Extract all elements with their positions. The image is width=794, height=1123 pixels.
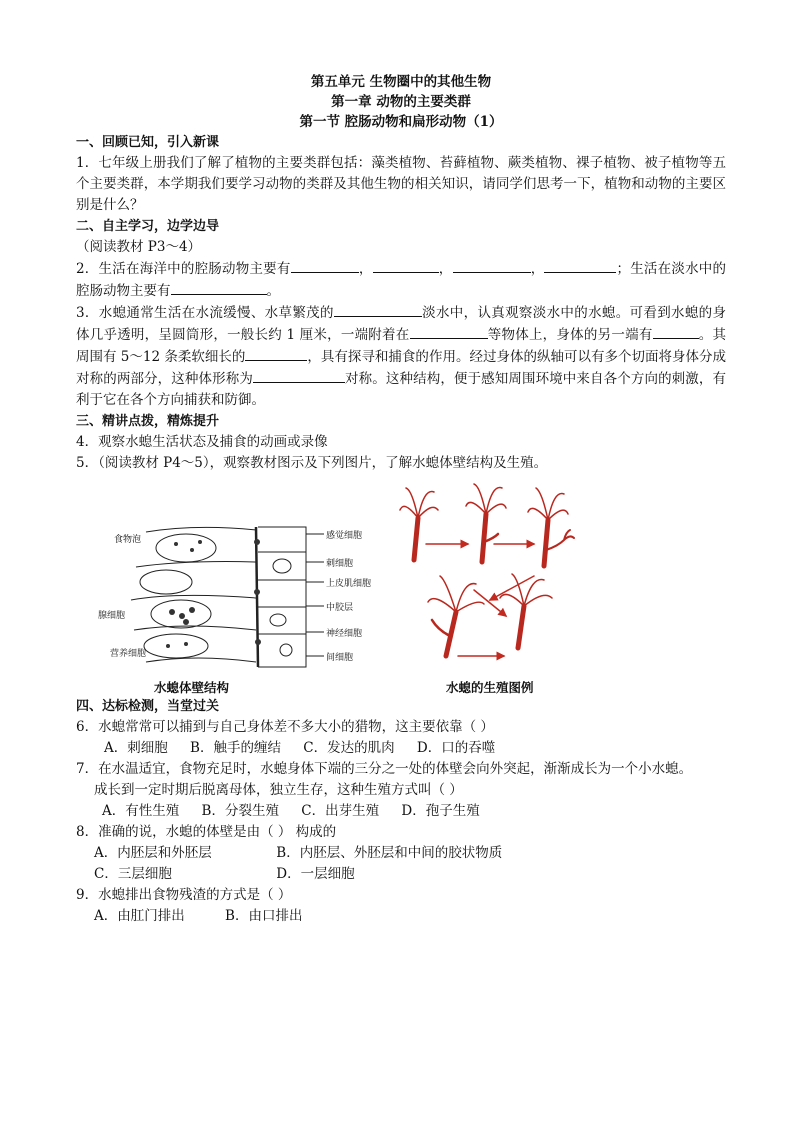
part4-heading: 四、达标检测，当堂过关 [76,699,220,714]
budding-illustration [394,480,584,676]
answer-blank[interactable] [245,346,307,361]
q9-options [76,906,726,927]
stinging-cell [273,559,291,573]
option[interactable]: B．由口排出 [225,908,303,924]
question-1: 1．七年级上册我们了解了植物的主要类群包括：藻类植物、苔藓植物、蕨类植物、裸子植物、被子植物等五个主要类群，本学期我们要学习动物的类群及其他生物的相关知识，请同学们思考一下，植物和动物的主要区别是什么？ [76,155,726,213]
worksheet [76,72,726,927]
granule [184,642,188,646]
label-sensory-cell: 感觉细胞 [326,531,363,541]
part3-heading: 三、精讲点拨，精炼提升 [76,414,220,429]
granule [198,540,202,544]
question-5: 5．（阅读教材 P4～5），观察教材图示及下列图片，了解水螅体壁结构及生殖。 [76,455,548,471]
chapter-title: 第一章 动物的主要类群 [331,94,471,110]
hydra-tentacles [400,488,438,518]
part1-heading: 一、回顾已知，引入新课 [76,135,220,150]
label-interstitial-cell: 间细胞 [326,653,354,663]
answer-blank[interactable] [544,258,616,273]
hydra-body [544,520,548,566]
answer-blank[interactable] [171,280,267,295]
option[interactable]: D．一层细胞 [276,866,355,882]
question-9: 9．水螅排出食物残渣的方式是（ ） [76,887,292,903]
hydra-body [482,514,486,562]
question-2: 2．生活在海洋中的腔肠动物主要有 ， ， ， ；生活在淡水中的腔肠动物主要有 。 [76,258,726,302]
question-7-cont: 成长到一定时期后脱离母体，独立生存，这种生殖方式叫（ ） [94,782,463,798]
nucleus [254,539,260,545]
question-8: 8．准确的说，水螅的体壁是由（ ） 构成的 [76,824,337,840]
q8-options-row1 [76,843,726,864]
unit-title: 第五单元 生物圈中的其他生物 [310,74,492,90]
label-nutritive-cell: 营养细胞 [110,649,147,659]
granule [166,644,170,648]
label-gland-cell: 腺细胞 [98,611,126,621]
hydra-tentacles [528,488,568,520]
part2-heading: 二、自主学习，边学边导 [76,219,220,234]
answer-blank[interactable] [653,324,699,339]
q6-options [76,738,726,759]
granule [174,542,178,546]
option[interactable]: C．三层细胞 [94,866,172,882]
q7-options [76,801,726,822]
answer-blank[interactable] [334,302,422,317]
interstitial-cell [280,644,292,656]
nucleus [255,639,261,645]
caption-body-wall: 水螅体壁结构 [154,680,230,695]
option[interactable]: A．由肛门排出 [94,908,185,924]
granule [190,548,194,552]
cell-outline [146,527,256,532]
label-mesoglea: 中胶层 [326,603,354,613]
question-3: 3．水螅通常生活在水流缓慢、水草繁茂的 淡水中，认真观察淡水中的水螅。可看到水螅的身体几乎透明，呈圆筒形，一般长约 1 厘米，一端附着在 等物体上，身体的另一端有 。其周围有 5～12 条柔软细长的 ，具有探寻和捕食的作用。经过身体的纵轴可以有多个切面将身体分成对称的两部分，这种体形称为 对称。这种结构，便于感知周围环境中来自各个方向的刺激，有利于它在各个方向捕获和防御。 [76,302,726,411]
hydra-tentacles [466,484,506,514]
cell-outline [140,570,192,594]
granule [179,613,185,619]
answer-blank[interactable] [410,324,488,339]
nutritive-cell [144,634,208,658]
question-7: 7．在水温适宜，食物充足时，水螅身体下端的三分之一处的体壁会向外突起，渐渐成长为一个小水螅。 [76,761,693,777]
mesoglea-line [256,527,258,667]
label-food-vacuole: 食物泡 [114,535,142,545]
option[interactable]: B．触手的缠结 [190,740,281,756]
option[interactable]: B．内胚层、外胚层和中间的胶状物质 [276,845,503,861]
label-stinging-cell: 刺细胞 [326,559,354,569]
cell-outline [131,595,256,600]
nucleus [254,589,260,595]
reading-note: （阅读教材 P3～4） [76,239,202,255]
option[interactable]: D．孢子生殖 [401,803,480,819]
hydra-tentacles [428,576,484,612]
option[interactable]: A．有性生殖 [102,803,180,819]
cell-outline [270,614,286,626]
question-4: 4．观察水螅生活状态及捕食的动画或录像 [76,434,328,450]
option[interactable]: C．出芽生殖 [301,803,380,819]
q8-options-row2 [76,864,726,885]
granule [183,619,189,625]
hydra-bud [546,530,574,550]
answer-blank[interactable] [291,258,359,273]
hydra-body [414,518,418,560]
hydra-body [518,606,524,648]
hydra-bud [432,620,450,636]
figures [76,480,726,696]
question-6: 6．水螅常常可以捕到与自己身体差不多大小的猎物，这主要依靠（ ） [76,719,494,735]
food-vacuole-cell [156,534,216,562]
option[interactable]: D．口的吞噬 [416,740,496,756]
answer-blank[interactable] [453,258,531,273]
option[interactable]: A．内胚层和外胚层 [94,845,212,861]
option[interactable]: C．发达的肌肉 [303,740,395,756]
option[interactable]: A．刺细胞 [104,740,168,756]
label-epithelial-muscle-cell: 上皮肌细胞 [326,579,372,589]
granule [189,607,195,613]
cell-outline [136,562,256,567]
granule [169,609,175,615]
section-title: 第一节 腔肠动物和扁形动物（1） [299,114,503,130]
cell-outline [146,658,256,662]
answer-blank[interactable] [373,258,439,273]
answer-blank[interactable] [253,368,345,383]
option[interactable]: B．分裂生殖 [201,803,279,819]
label-nerve-cell: 神经细胞 [326,629,363,639]
caption-reproduction: 水螅的生殖图例 [446,680,534,695]
